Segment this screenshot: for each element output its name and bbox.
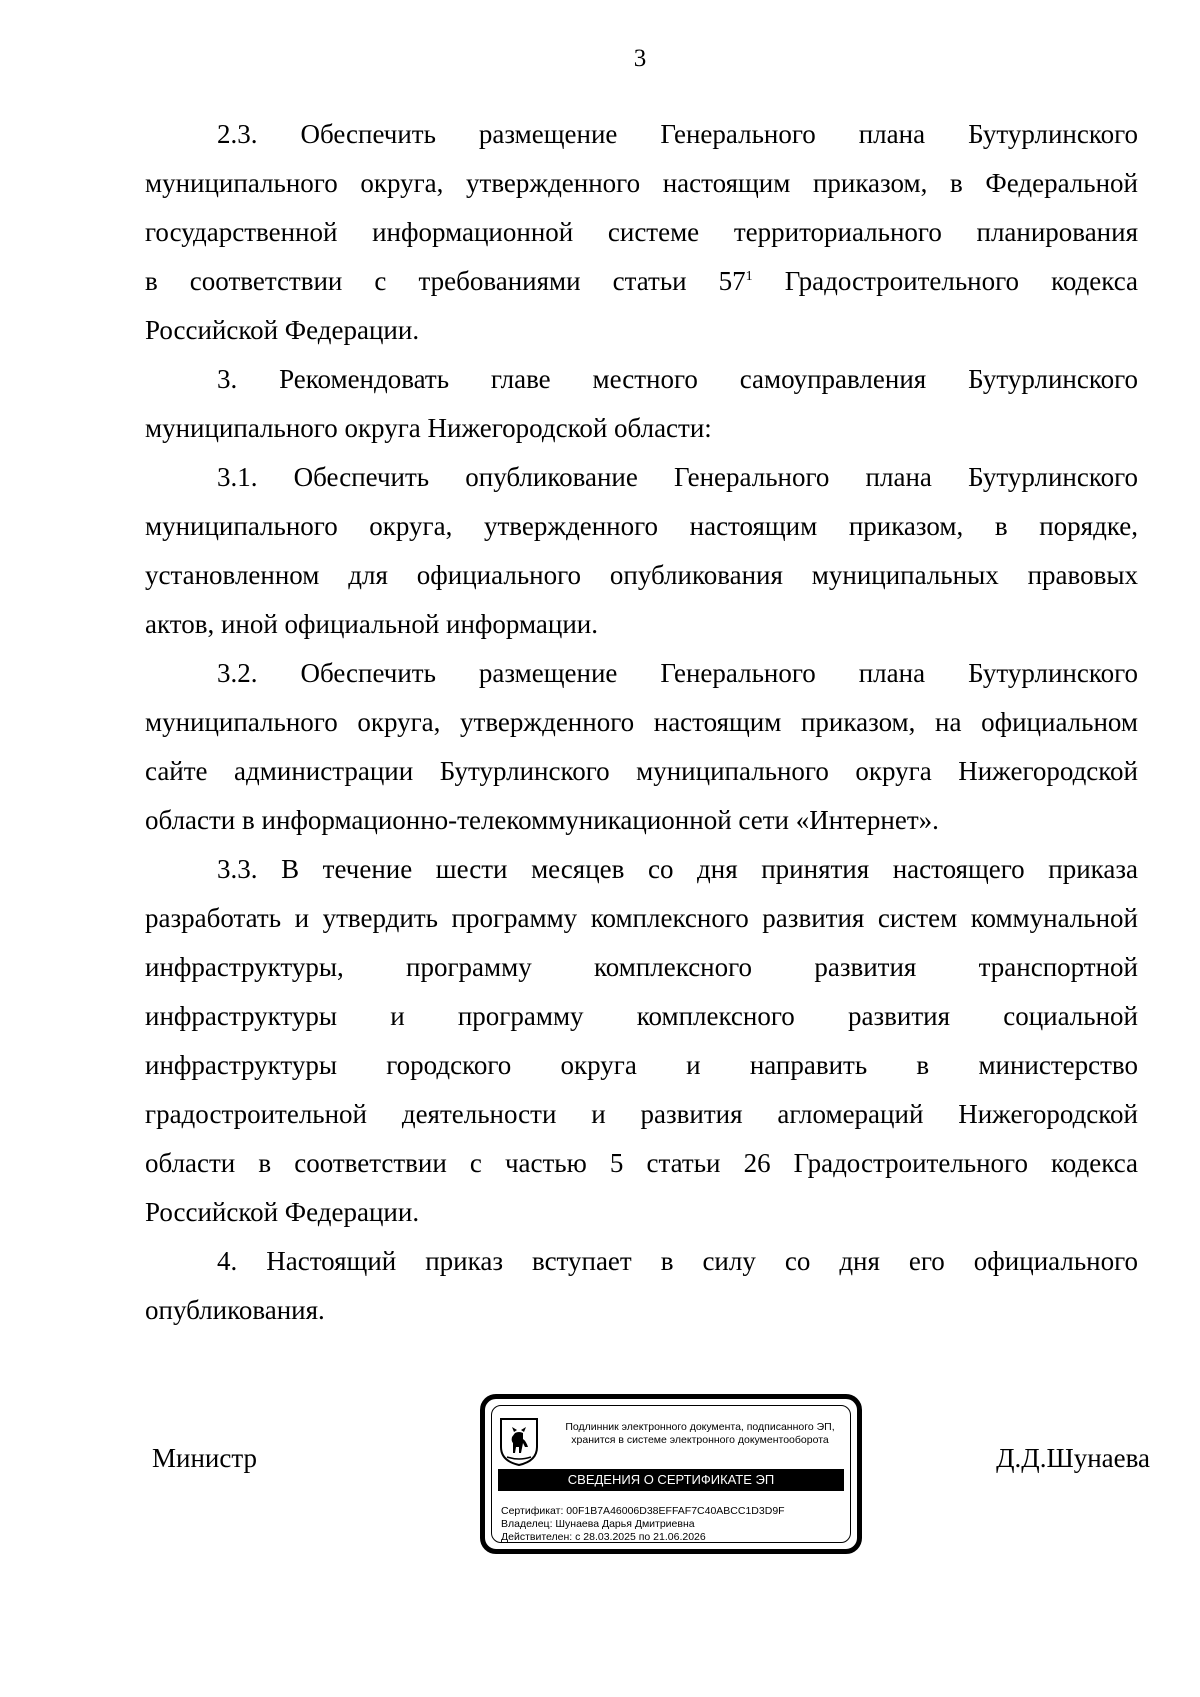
text-line: 3. Рекомендовать главе местного самоуправления Бутурлинского: [217, 364, 1138, 394]
stamp-notice-line: Подлинник электронного документа, подписанного ЭП,: [565, 1421, 835, 1433]
text-line: опубликования.: [145, 1295, 325, 1325]
certificate-owner: Владелец: Шунаева Дарья Дмитриевна: [501, 1518, 695, 1530]
text-line: сайте администрации Бутурлинского муниципального округа Нижегородской: [145, 756, 1138, 786]
signatory-title: Министр: [152, 1443, 257, 1473]
paragraph-3: [145, 355, 1138, 453]
text-line: 3.1. Обеспечить опубликование Генерального плана Бутурлинского: [217, 462, 1138, 492]
text-line: Российской Федерации.: [145, 1197, 420, 1227]
text-line: государственной информационной системе территориального планирования: [145, 217, 1138, 247]
text-line: области в информационно-телекоммуникационной сети «Интернет».: [145, 805, 939, 835]
text-line: муниципального округа, утвержденного настоящим приказом, в Федеральной: [145, 168, 1138, 198]
text-line-with-superscript: [145, 257, 1138, 306]
paragraph-3-3: [145, 845, 1138, 1237]
text-line: актов, иной официальной информации.: [145, 609, 599, 639]
certificate-number: Сертификат: 00F1B7A46006D38EFFAF7C40ABCC1D3D9F: [501, 1505, 785, 1517]
text-line: муниципального округа, утвержденного настоящим приказом, на официальном: [145, 707, 1138, 737]
paragraph-3-2: [145, 649, 1138, 845]
certificate-details: [501, 1505, 785, 1544]
signatory-name: Д.Д.Шунаева: [996, 1443, 1150, 1473]
stamp-header-bar: СВЕДЕНИЯ О СЕРТИФИКАТЕ ЭП: [498, 1469, 844, 1491]
text-line: 2.3. Обеспечить размещение Генерального плана Бутурлинского: [217, 119, 1138, 149]
text-line: области в соответствии с частью 5 статьи 26 Градостроительного кодекса: [145, 1148, 1138, 1178]
electronic-signature-stamp: [480, 1394, 862, 1554]
paragraph-2-3: [145, 110, 1138, 355]
text-line: разработать и утвердить программу комплексного развития систем коммунальной: [145, 903, 1138, 933]
stamp-notice-line: хранится в системе электронного документооборота: [571, 1434, 829, 1446]
coat-of-arms-icon: [499, 1417, 539, 1467]
text-line: 3.2. Обеспечить размещение Генерального плана Бутурлинского: [217, 658, 1138, 688]
text-line: 3.3. В течение шести месяцев со дня принятия настоящего приказа: [217, 854, 1138, 884]
text-fragment: в соответствии с требованиями статьи 57: [145, 266, 746, 296]
paragraph-4: [145, 1237, 1138, 1335]
certificate-validity: Действителен: с 28.03.2025 по 21.06.2026: [501, 1531, 706, 1543]
page-number: 3: [633, 45, 647, 72]
text-line: инфраструктуры городского округа и направить в министерство: [145, 1050, 1138, 1080]
text-line: муниципального округа Нижегородской области:: [145, 413, 712, 443]
superscript: 1: [745, 269, 753, 284]
text-line: муниципального округа, утвержденного настоящим приказом, в порядке,: [145, 511, 1138, 541]
text-line: Российской Федерации.: [145, 315, 420, 345]
text-line: 4. Настоящий приказ вступает в силу со дня его официального: [217, 1246, 1138, 1276]
text-fragment: Градостроительного кодекса: [752, 266, 1138, 296]
text-line: инфраструктуры и программу комплексного развития социальной: [145, 1001, 1138, 1031]
text-line: инфраструктуры, программу комплексного развития транспортной: [145, 952, 1138, 982]
stamp-notice: [555, 1421, 845, 1447]
text-line: градостроительной деятельности и развития агломераций Нижегородской: [145, 1099, 1138, 1129]
paragraph-3-1: [145, 453, 1138, 649]
document-body: [145, 110, 1138, 1335]
text-line: установленном для официального опубликования муниципальных правовых: [145, 560, 1138, 590]
